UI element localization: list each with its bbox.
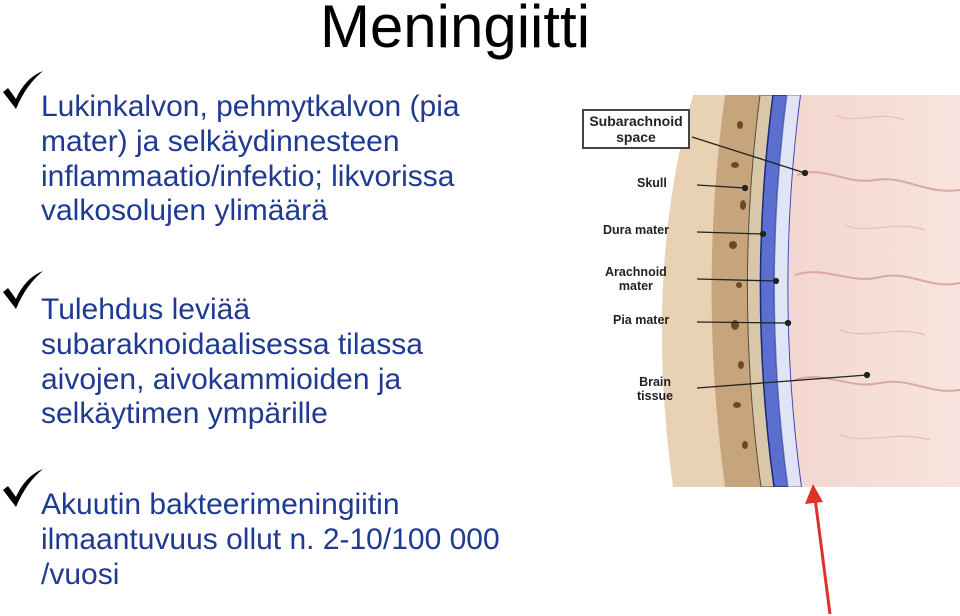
dura-mater-label: Dura mater bbox=[603, 223, 669, 237]
page-title: Meningiitti bbox=[319, 0, 591, 60]
bullet-3-text: Akuutin bakteerimeningiitin ilmaantuvuus ollut n. 2-10/100 000 /vuosi bbox=[41, 488, 500, 591]
pia-mater-label: Pia mater bbox=[613, 313, 670, 327]
checkmark-icon bbox=[0, 270, 44, 310]
red-arrow-icon bbox=[790, 480, 850, 616]
bullet-1-text: Lukinkalvon, pehmytkalvon (pia mater) ja selkäydinnesteen inflammaatio/infektio; likvorissa valkosolujen ylimäärä bbox=[41, 90, 460, 228]
meninges-diagram bbox=[575, 95, 960, 487]
subarachnoid-space-label: Subarachnoid space bbox=[582, 109, 690, 149]
checkmark-icon bbox=[0, 70, 44, 110]
brain-tissue-label: Brain tissue bbox=[637, 375, 674, 403]
skull-label: Skull bbox=[637, 176, 667, 190]
arachnoid-mater-label: Arachnoid mater bbox=[605, 265, 667, 293]
checkmark-icon bbox=[0, 468, 44, 508]
bullet-2-text: Tulehdus leviää subaraknoidaalisessa tilassa aivojen, aivokammioiden ja selkäytimen ympärille bbox=[41, 293, 423, 431]
